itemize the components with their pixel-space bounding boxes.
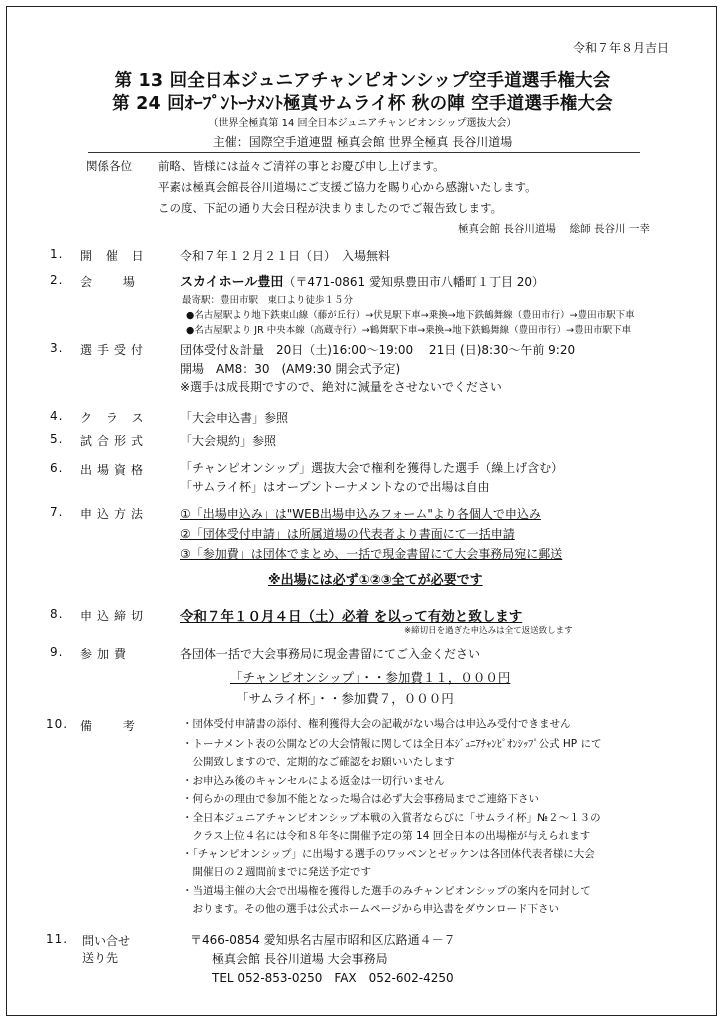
contact-phone-fax: TEL 052-853-0250 FAX 052-602-4250: [212, 971, 454, 985]
section-number: 6.: [50, 461, 64, 475]
section-label-contact: 問い合せ: [82, 934, 131, 948]
greeting-line: この度、下記の通り大会日程が決まりましたのでご報告致します。: [158, 201, 503, 215]
remark-line: ・何らかの理由で参加不能となった場合は必ず大会事務局までご連絡下さい: [182, 793, 539, 805]
class-value: 「大会申込書」参照: [180, 411, 289, 425]
section-number: 7.: [50, 505, 64, 519]
section-number: 11.: [46, 932, 69, 946]
section-label-reception: 選手受付: [80, 343, 149, 357]
section-number: 3.: [50, 341, 64, 355]
deadline-note: ※締切日を過ぎた申込みは全て返送致します: [404, 626, 573, 636]
subtitle: （世界全極真第 14 回全日本ジュニアチャンピオンシップ選抜大会）: [208, 118, 517, 129]
format-value: 「大会規約」参照: [180, 434, 277, 448]
remark-line: ・当道場主催の大会で出場権を獲得した選手のみチャンピオンシップの案内を同封して: [182, 885, 591, 897]
divider: [88, 152, 640, 153]
eligibility-line: 「チャンピオンシップ」選抜大会で権利を獲得した選手（繰上げ含む）: [180, 461, 564, 475]
section-label-class: ク ラ ス: [80, 411, 149, 425]
section-label-date: 開 催 日: [80, 249, 149, 263]
venue-access: 最寄駅：豊田市駅 東口より徒歩１５分: [182, 295, 354, 306]
remark-line: ・団体受付申請書の添付、権利獲得大会の記載がない場合は申込み受付できません: [182, 718, 571, 730]
apply-step: ③「参加費」は団体でまとめ、一括で現金書留にて大会事務局宛に郵送: [180, 547, 563, 561]
apply-step: ①「出場申込み」は"WEB出場申込みフォーム"より各個人で申込み: [180, 507, 541, 521]
contact-office: 極真会館 長谷川道場 大会事務局: [212, 952, 388, 966]
remark-line: 公開致しますので、定期的なご確認をお願いいたします: [182, 756, 455, 768]
title-line-1: 第 13 回全日本ジュニアチャンピオンシップ空手道選手権大会: [114, 71, 611, 91]
reception-note: ※選手は成長期ですので、絶対に減量をさせないでください: [180, 380, 502, 394]
reception-line: 開場 AM8：30 (AM9:30 開会式予定): [180, 362, 401, 376]
signature: 極真会館 長谷川道場 総師 長谷川 一幸: [458, 223, 650, 235]
event-date: 令和７年１２月２１日（日） 入場無料: [180, 249, 391, 263]
section-label-deadline: 申込締切: [80, 609, 149, 623]
section-label-eligibility: 出場資格: [80, 463, 149, 477]
remark-line: ・トーナメント表の公開などの大会情報に関しては全日本ｼﾞｭﾆｱﾁｬﾝﾋﾟｵﾝｼｯﾌﾟ公式 HP にて: [182, 738, 602, 750]
section-label-format: 試合形式: [80, 434, 149, 448]
issue-date: 令和７年８月吉日: [572, 41, 669, 55]
venue-address: （〒471-0861 愛知県豊田市八幡町１丁目 20）: [283, 275, 545, 289]
fee-line: 各団体一括で大会事務局に現金書留にてご入金ください: [180, 647, 481, 661]
remark-line: ・お申込み後のキャンセルによる返金は一切行いません: [182, 775, 445, 787]
section-label-venue: 会 場: [80, 275, 140, 289]
section-number: 1.: [50, 247, 64, 261]
remark-line: クラス上位４名には令和８年冬に開催予定の第 14 回全日本の出場権が与えられます: [182, 830, 591, 842]
greeting-line: 前略、皆様には益々ご清祥の事とお慶び申し上げます。: [158, 159, 445, 173]
fee-championship: 「チャンピオンシップ」・・参加費１１，０００円: [230, 670, 511, 685]
venue-access-route: ●名古屋駅より地下鉄東山線（藤が丘行）→伏見駅下車→乗換→地下鉄鶴舞線（豊田市行）→豊田市駅下車: [186, 310, 635, 321]
section-number: 9.: [50, 645, 64, 659]
remark-line: 開催日の２週間前までに発送予定です: [182, 866, 371, 878]
reception-line: 団体受付＆計量 20日（土)16:00～19:00 21日 (日)8:30～午前 9:20: [180, 343, 576, 357]
section-number: 10.: [46, 717, 69, 731]
section-label-remarks: 備 考: [80, 719, 140, 733]
remark-line: おります。その他の選手は公式ホームページから申込書をダウンロード下さい: [182, 903, 559, 915]
section-label-send-to: 送り先: [82, 951, 119, 965]
section-label-apply: 申込方法: [80, 507, 149, 521]
section-number: 4.: [50, 409, 64, 423]
apply-step: ②「団体受付申請」は所属道場の代表者より書面にて一括申請: [180, 527, 515, 541]
organizer: 主催：国際空手道連盟 極真会館 世界全極真 長谷川道場: [212, 135, 513, 149]
eligibility-line: 「サムライ杯」はオープントーナメントなので出場は自由: [180, 480, 490, 494]
title-line-2: 第 24 回ｵｰﾌﾟﾝﾄｰﾅﾒﾝﾄ極真サムライ杯 秋の陣 空手道選手権大会: [112, 94, 613, 114]
fee-samurai: 「サムライ杯」・・参加費７，０００円: [236, 691, 454, 706]
venue-access-route: ●名古屋駅より JR 中央本線（高蔵寺行）→鶴舞駅下車→乗換→地下鉄鶴舞線（豊田市行）→豊田市駅下車: [186, 325, 632, 336]
section-number: 2.: [50, 273, 64, 287]
contact-address: 〒466-0854 愛知県名古屋市昭和区広路通４－７: [190, 933, 456, 947]
apply-required-note: ※出場には必ず①②③全てが必要です: [268, 573, 483, 588]
greeting-label: 関係各位: [86, 159, 132, 173]
section-label-fee: 参加費: [80, 647, 132, 661]
remark-line: ・「チャンピオンシップ」に出場する選手のワッペンとゼッケンは各団体代表者様に大会: [182, 848, 595, 860]
remark-line: ・全日本ジュニアチャンピオンシップ本戦の入賞者ならびに「サムライ杯」№２～１３の: [182, 812, 601, 824]
greeting-line: 平素は極真会館長谷川道場にご支援ご協力を賜り心から感謝いたします。: [158, 180, 537, 194]
venue-name: スカイホール豊田: [180, 275, 284, 290]
deadline-date: 令和７年１０月４日（土）必着: [180, 609, 369, 625]
section-number: 8.: [50, 607, 64, 621]
section-number: 5.: [50, 432, 64, 446]
deadline-text: を以って有効と致します: [369, 609, 523, 625]
